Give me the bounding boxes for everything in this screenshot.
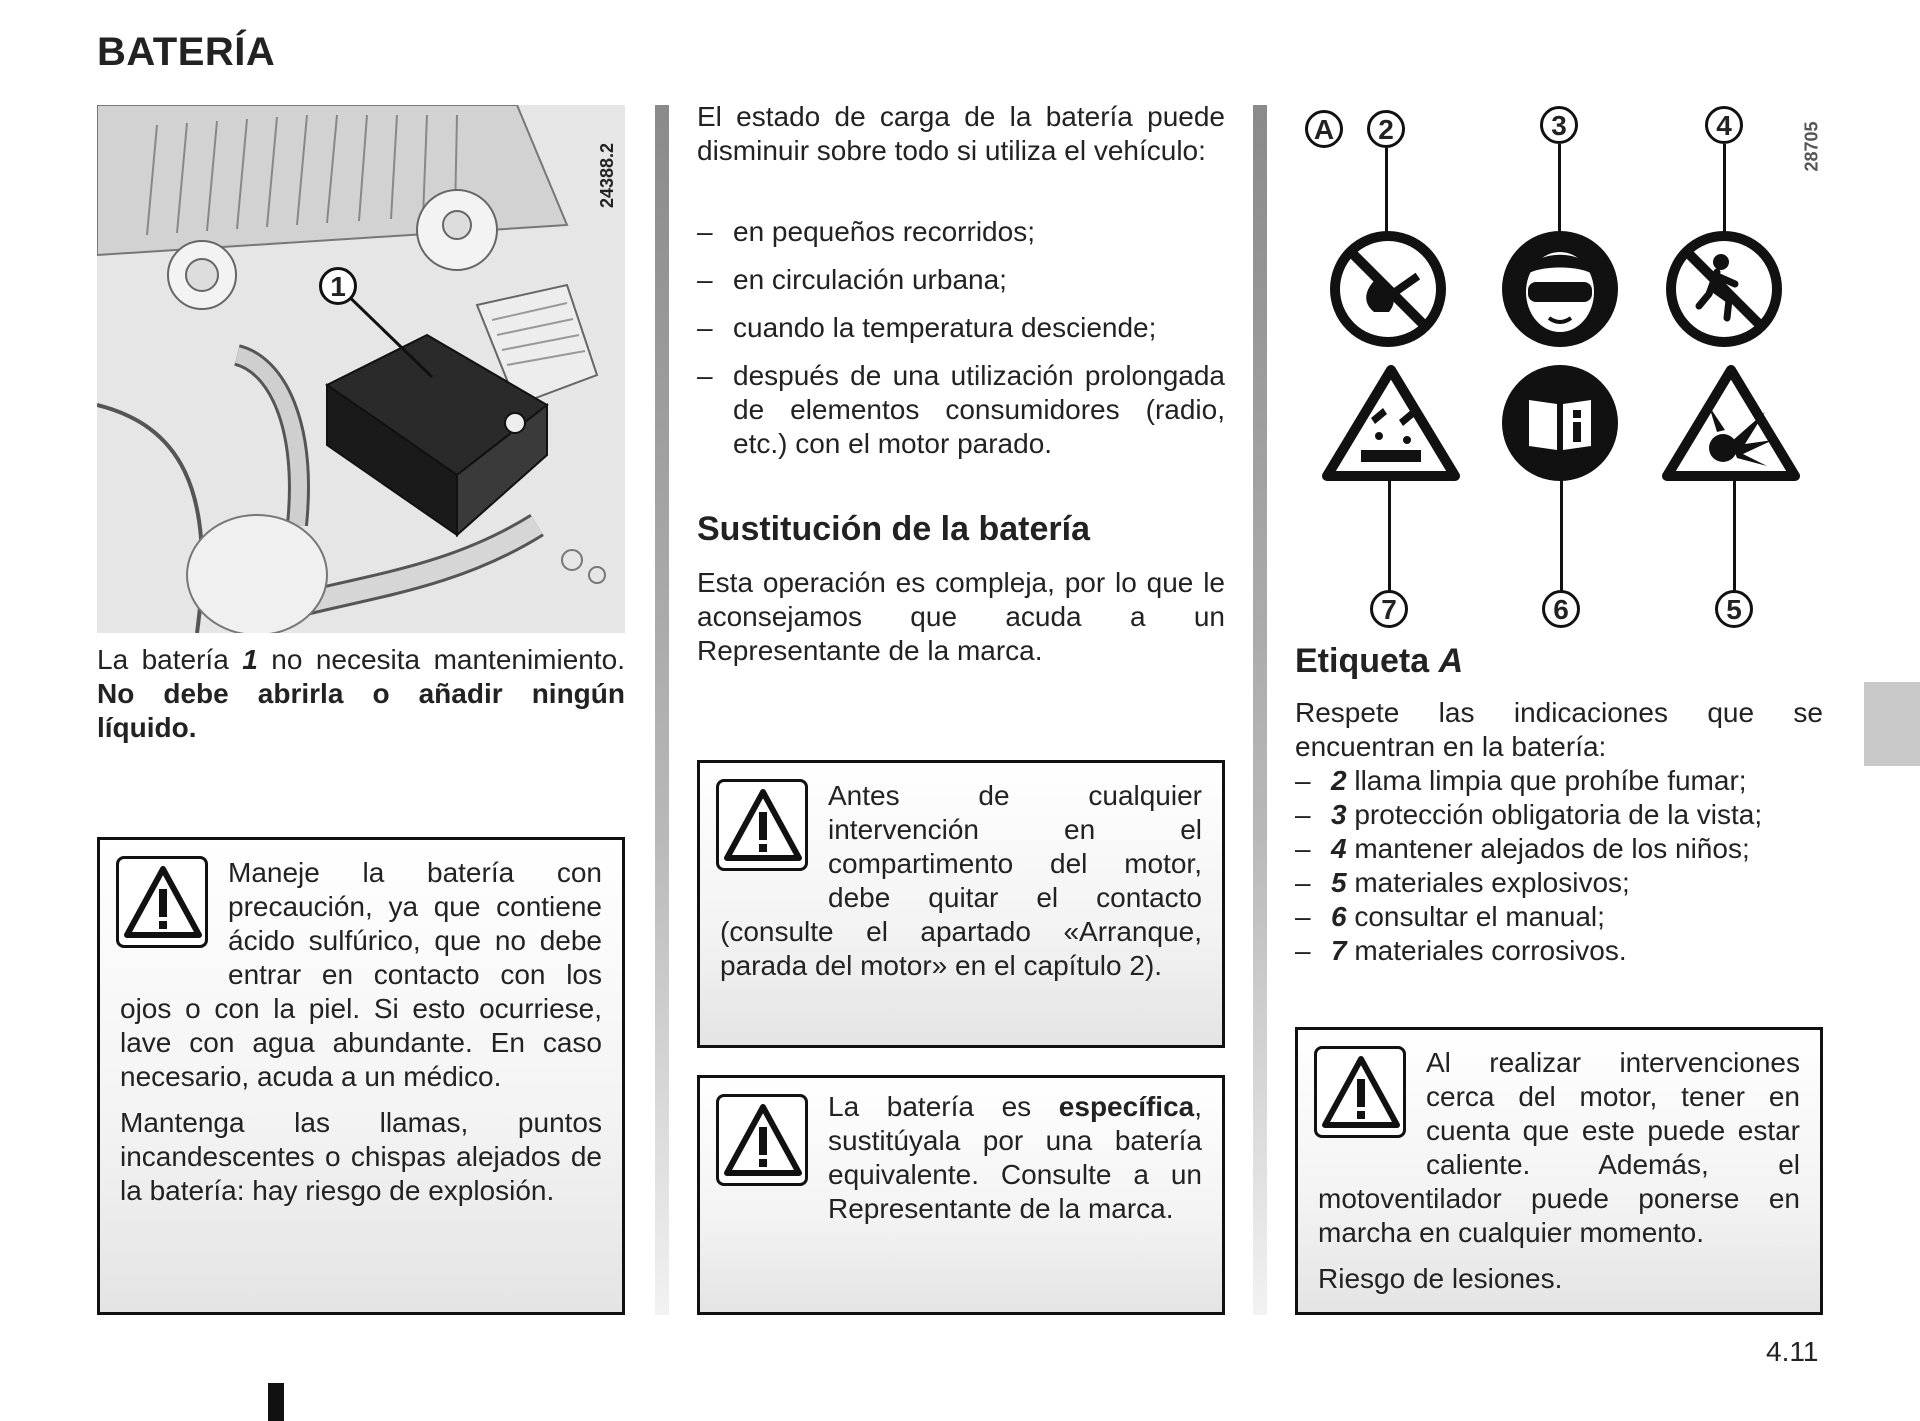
warning-box-ignition <box>697 760 1225 1048</box>
warning-text: La batería es específica, sustitúyala por una batería equivalente. Consulte a un Representante de la marca. <box>828 1091 1202 1224</box>
warning-box-specific-battery <box>697 1075 1225 1315</box>
list-item: – en pequeños recorridos; <box>697 215 1225 249</box>
callout-1: 1 <box>319 267 357 305</box>
column-separator <box>655 105 669 1315</box>
callout-6: 6 <box>1542 590 1580 628</box>
list-item: – 6 consultar el manual; <box>1295 900 1823 934</box>
callout-7: 7 <box>1370 590 1408 628</box>
keep-children-away-icon <box>1665 230 1783 348</box>
label-list <box>1295 764 1823 968</box>
section-heading: Sustitución de la batería <box>697 510 1090 548</box>
figure-code: 28705 <box>1801 121 1822 172</box>
label-intro: Respete las indicaciones que se encuentran en la batería: <box>1295 697 1823 762</box>
list-item: – 3 protección obligatoria de la vista; <box>1295 798 1823 832</box>
list-item: – 4 mantener alejados de los niños; <box>1295 832 1823 866</box>
callout-2: 2 <box>1367 110 1405 148</box>
charge-list <box>697 215 1225 461</box>
warning-text: Riesgo de lesiones. <box>1318 1263 1563 1294</box>
section-text: Esta operación es compleja, por lo que le aconsejamos que acuda a un Representante de la marca. <box>697 567 1225 666</box>
column-separator <box>1253 105 1267 1315</box>
read-manual-icon <box>1501 364 1619 482</box>
list-item: – 7 materiales corrosivos. <box>1295 934 1823 968</box>
page-number: 4.11 <box>1766 1336 1819 1367</box>
warning-box-engine-hot <box>1295 1027 1823 1315</box>
warning-text: Antes de cualquier intervención en el compartimento del motor, debe quitar el contacto (consulte el apartado «Arranque, parada del motor» en el capítulo 2). <box>720 780 1202 981</box>
list-item: – cuando la temperatura desciende; <box>697 311 1225 345</box>
callout-4: 4 <box>1705 106 1743 144</box>
crop-mark <box>268 1383 284 1421</box>
warning-text: Al realizar intervenciones cerca del motor, tener en cuenta que este puede estar caliente. Además, el motoventilador puede ponerse en marcha en cualquier momento. <box>1318 1047 1800 1248</box>
engine-illustration <box>97 105 625 633</box>
eye-protection-icon <box>1501 230 1619 348</box>
no-fire-icon <box>1329 230 1447 348</box>
warning-text: Mantenga las llamas, puntos incandescentes o chispas alejados de la batería: hay riesgo de explosión. <box>120 1107 602 1206</box>
figure-code: 24388.2 <box>597 142 618 209</box>
callout-line <box>1733 480 1736 592</box>
label-letter-a: A <box>1305 110 1343 148</box>
callout-line <box>1560 470 1563 592</box>
list-item: – 5 materiales explosivos; <box>1295 866 1823 900</box>
callout-3: 3 <box>1540 106 1578 144</box>
list-item: – 2 llama limpia que prohíbe fumar; <box>1295 764 1823 798</box>
label-heading: Etiqueta A <box>1295 642 1464 680</box>
corrosive-icon <box>1321 362 1461 482</box>
callout-line <box>1388 480 1391 592</box>
battery-caption: La batería 1 no necesita mantenimiento. No debe abrirla o añadir ningún líquido. <box>97 644 625 743</box>
callout-5: 5 <box>1715 590 1753 628</box>
page-title: BATERÍA <box>97 30 276 74</box>
list-item: – en circulación urbana; <box>697 263 1225 297</box>
charge-intro: El estado de carga de la batería puede disminuir sobre todo si utiliza el vehículo: <box>697 101 1225 166</box>
warning-text: Maneje la batería con precaución, ya que contiene ácido sulfúrico, que no debe entrar en contacto con los ojos o con la piel. Si esto ocurriese, lave con agua abundante. En caso necesario, acuda a un médico. <box>120 857 602 1092</box>
chapter-tab <box>1864 682 1920 766</box>
explosive-icon <box>1661 362 1801 482</box>
warning-box-acid <box>97 837 625 1315</box>
battery-label-figure <box>1295 100 1823 640</box>
list-item: – después de una utilización prolongada de elementos consumidores (radio, etc.) con el motor parado. <box>697 359 1225 461</box>
